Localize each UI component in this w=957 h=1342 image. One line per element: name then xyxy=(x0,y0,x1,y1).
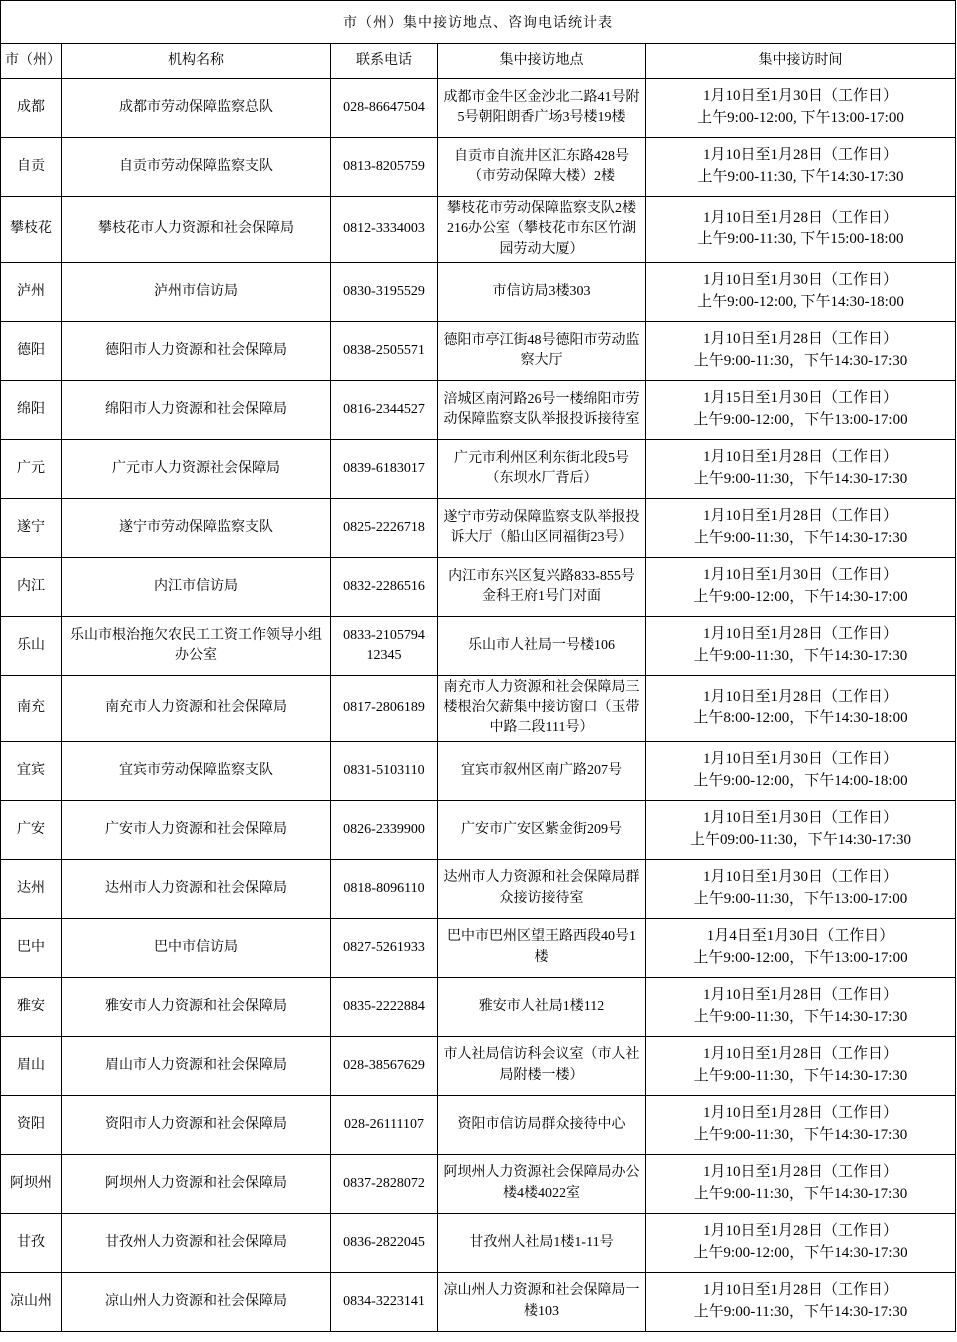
phone-cell: 0827-5261933 xyxy=(331,918,438,977)
time-cell xyxy=(646,439,956,498)
region-cell: 乐山 xyxy=(1,616,62,675)
time-date-line: 1月10日至1月30日（工作日） xyxy=(703,567,899,584)
region-cell: 眉山 xyxy=(1,1036,62,1095)
column-header-time: 集中接访时间 xyxy=(646,44,956,79)
time-hours-line: 上午9:00-12:00，下午14:30-17:30 xyxy=(693,1244,908,1261)
location-cell: 巴中市巴州区望王路西段40号1楼 xyxy=(438,918,646,977)
time-hours-line: 上午9:00-11:30，下午14:30-17:30 xyxy=(693,352,908,369)
table-row xyxy=(1,675,956,741)
time-hours-line: 上午9:00-11:30，下午14:30-17:30 xyxy=(693,470,908,487)
table-row xyxy=(1,1036,956,1095)
phone-cell: 0826-2339900 xyxy=(331,800,438,859)
time-cell xyxy=(646,557,956,616)
phone-cell: 028-38567629 xyxy=(331,1036,438,1095)
time-date-line: 1月10日至1月30日（工作日） xyxy=(703,88,899,105)
time-date-line: 1月10日至1月28日（工作日） xyxy=(703,1223,899,1240)
phone-cell: 0812-3334003 xyxy=(331,197,438,263)
time-cell xyxy=(646,138,956,197)
org-cell: 内江市信访局 xyxy=(62,557,331,616)
location-cell: 涪城区南河路26号一楼绵阳市劳动保障监察支队举报投诉接待室 xyxy=(438,380,646,439)
table-body xyxy=(1,79,956,1332)
org-cell: 凉山州人力资源和社会保障局 xyxy=(62,1272,331,1331)
phone-cell: 0837-2828072 xyxy=(331,1154,438,1213)
region-cell: 成都 xyxy=(1,79,62,138)
table-row xyxy=(1,79,956,138)
time-date-line: 1月10日至1月28日（工作日） xyxy=(703,508,899,525)
time-cell xyxy=(646,1095,956,1154)
region-cell: 凉山州 xyxy=(1,1272,62,1331)
location-cell: 乐山市人社局一号楼106 xyxy=(438,616,646,675)
table-row xyxy=(1,918,956,977)
time-cell xyxy=(646,498,956,557)
org-cell: 南充市人力资源和社会保障局 xyxy=(62,675,331,741)
table-head xyxy=(1,1,956,79)
time-date-line: 1月10日至1月30日（工作日） xyxy=(703,751,899,768)
phone-cell: 0818-8096110 xyxy=(331,859,438,918)
org-cell: 甘孜州人力资源和社会保障局 xyxy=(62,1213,331,1272)
org-cell: 绵阳市人力资源和社会保障局 xyxy=(62,380,331,439)
org-cell: 资阳市人力资源和社会保障局 xyxy=(62,1095,331,1154)
time-hours-line: 上午9:00-11:30, 下午15:00-18:00 xyxy=(697,231,904,248)
time-date-line: 1月10日至1月28日（工作日） xyxy=(703,449,899,466)
time-date-line: 1月10日至1月28日（工作日） xyxy=(703,1164,899,1181)
phone-cell: 0816-2344527 xyxy=(331,380,438,439)
location-cell: 成都市金牛区金沙北二路41号附5号朝阳朗香广场3号楼19楼 xyxy=(438,79,646,138)
location-cell: 广安市广安区紫金街209号 xyxy=(438,800,646,859)
time-cell xyxy=(646,1272,956,1331)
location-cell: 阿坝州人力资源社会保障局办公楼4楼4022室 xyxy=(438,1154,646,1213)
location-cell: 雅安市人社局1楼112 xyxy=(438,977,646,1036)
region-cell: 资阳 xyxy=(1,1095,62,1154)
location-cell: 资阳市信访局群众接待中心 xyxy=(438,1095,646,1154)
table-row xyxy=(1,262,956,321)
org-cell: 乐山市根治拖欠农民工工资工作领导小组办公室 xyxy=(62,616,331,675)
time-hours-line: 上午9:00-11:30，下午14:30-17:30 xyxy=(693,1126,908,1143)
org-cell: 达州市人力资源和社会保障局 xyxy=(62,859,331,918)
time-cell xyxy=(646,197,956,263)
table-row xyxy=(1,1213,956,1272)
table-row xyxy=(1,741,956,800)
location-cell: 市人社局信访科会议室（市人社局附楼一楼） xyxy=(438,1036,646,1095)
table-row xyxy=(1,1154,956,1213)
location-cell: 遂宁市劳动保障监察支队举报投诉大厅（船山区同福街23号） xyxy=(438,498,646,557)
table-row xyxy=(1,380,956,439)
table-row xyxy=(1,977,956,1036)
table-row xyxy=(1,138,956,197)
location-cell: 攀枝花市劳动保障监察支队2楼216办公室（攀枝花市东区竹湖园劳动大厦） xyxy=(438,197,646,263)
location-cell: 德阳市亭江街48号德阳市劳动监察大厅 xyxy=(438,321,646,380)
region-cell: 甘孜 xyxy=(1,1213,62,1272)
time-cell xyxy=(646,977,956,1036)
time-hours-line: 上午9:00-11:30，下午14:30-17:30 xyxy=(693,647,908,664)
location-cell: 达州市人力资源和社会保障局群众接访接待室 xyxy=(438,859,646,918)
phone-cell: 0833-2105794 12345 xyxy=(331,616,438,675)
region-cell: 绵阳 xyxy=(1,380,62,439)
page-title: 市（州）集中接访地点、咨询电话统计表 xyxy=(1,1,956,44)
region-cell: 攀枝花 xyxy=(1,197,62,263)
time-date-line: 1月10日至1月28日（工作日） xyxy=(703,626,899,643)
table-row xyxy=(1,557,956,616)
time-cell xyxy=(646,800,956,859)
time-cell xyxy=(646,79,956,138)
time-hours-line: 上午09:00-11:30，下午14:30-17:30 xyxy=(689,831,912,848)
org-cell: 攀枝花市人力资源和社会保障局 xyxy=(62,197,331,263)
location-cell: 广元市利州区利东街北段5号（东坝水厂背后） xyxy=(438,439,646,498)
org-cell: 宜宾市劳动保障监察支队 xyxy=(62,741,331,800)
time-hours-line: 上午9:00-11:30，下午14:30-17:30 xyxy=(693,1185,908,1202)
time-date-line: 1月10日至1月30日（工作日） xyxy=(703,810,899,827)
phone-cell: 0838-2505571 xyxy=(331,321,438,380)
table-row xyxy=(1,616,956,675)
table-row xyxy=(1,1095,956,1154)
phone-cell: 0830-3195529 xyxy=(331,262,438,321)
location-cell: 市信访局3楼303 xyxy=(438,262,646,321)
phone-cell: 028-86647504 xyxy=(331,79,438,138)
location-cell: 宜宾市叙州区南广路207号 xyxy=(438,741,646,800)
region-cell: 阿坝州 xyxy=(1,1154,62,1213)
time-cell xyxy=(646,616,956,675)
time-cell xyxy=(646,918,956,977)
region-cell: 巴中 xyxy=(1,918,62,977)
time-cell xyxy=(646,1213,956,1272)
time-date-line: 1月10日至1月30日（工作日） xyxy=(703,869,899,886)
time-hours-line: 上午9:00-12:00，下午14:00-18:00 xyxy=(693,772,908,789)
region-cell: 自贡 xyxy=(1,138,62,197)
table-row xyxy=(1,439,956,498)
time-date-line: 1月10日至1月28日（工作日） xyxy=(703,1046,899,1063)
phone-cell: 0817-2806189 xyxy=(331,675,438,741)
title-row xyxy=(1,1,956,44)
region-cell: 宜宾 xyxy=(1,741,62,800)
phone-cell: 0834-3223141 xyxy=(331,1272,438,1331)
column-header-phone: 联系电话 xyxy=(331,44,438,79)
org-cell: 泸州市信访局 xyxy=(62,262,331,321)
phone-cell: 0836-2822045 xyxy=(331,1213,438,1272)
org-cell: 眉山市人力资源和社会保障局 xyxy=(62,1036,331,1095)
org-cell: 广安市人力资源和社会保障局 xyxy=(62,800,331,859)
column-header-location: 集中接访地点 xyxy=(438,44,646,79)
phone-cell: 0831-5103110 xyxy=(331,741,438,800)
region-cell: 南充 xyxy=(1,675,62,741)
location-cell: 甘孜州人社局1楼1-11号 xyxy=(438,1213,646,1272)
time-cell xyxy=(646,1154,956,1213)
time-date-line: 1月10日至1月28日（工作日） xyxy=(703,987,899,1004)
time-hours-line: 上午8:00-12:00，下午14:30-18:00 xyxy=(693,710,908,727)
time-date-line: 1月10日至1月28日（工作日） xyxy=(703,1282,899,1299)
time-date-line: 1月15日至1月30日（工作日） xyxy=(703,390,899,407)
time-cell xyxy=(646,675,956,741)
time-date-line: 1月10日至1月28日（工作日） xyxy=(703,688,899,705)
phone-cell: 0825-2226718 xyxy=(331,498,438,557)
location-cell: 南充市人力资源和社会保障局三楼根治欠薪集中接访窗口（玉带中路二段111号） xyxy=(438,675,646,741)
time-date-line: 1月10日至1月30日（工作日） xyxy=(703,272,899,289)
org-cell: 阿坝州人力资源和社会保障局 xyxy=(62,1154,331,1213)
table-row xyxy=(1,321,956,380)
time-hours-line: 上午9:00-12:00，下午13:00-17:00 xyxy=(693,949,908,966)
time-cell xyxy=(646,1036,956,1095)
location-cell: 内江市东兴区复兴路833-855号金科王府1号门对面 xyxy=(438,557,646,616)
phone-cell: 0832-2286516 xyxy=(331,557,438,616)
time-date-line: 1月10日至1月28日（工作日） xyxy=(703,331,899,348)
time-date-line: 1月4日至1月30日（工作日） xyxy=(706,928,895,945)
time-cell xyxy=(646,380,956,439)
time-hours-line: 上午9:00-12:00，下午14:30-17:00 xyxy=(693,588,908,605)
time-cell xyxy=(646,741,956,800)
time-cell xyxy=(646,262,956,321)
column-header-region: 市（州） xyxy=(1,44,62,79)
region-cell: 广安 xyxy=(1,800,62,859)
location-cell: 自贡市自流井区汇东路428号（市劳动保障大楼）2楼 xyxy=(438,138,646,197)
org-cell: 雅安市人力资源和社会保障局 xyxy=(62,977,331,1036)
time-hours-line: 上午9:00-12:00, 下午14:30-18:00 xyxy=(697,293,904,310)
phone-cell: 0813-8205759 xyxy=(331,138,438,197)
org-cell: 成都市劳动保障监察总队 xyxy=(62,79,331,138)
org-cell: 广元市人力资源社会保障局 xyxy=(62,439,331,498)
region-cell: 泸州 xyxy=(1,262,62,321)
table-row xyxy=(1,859,956,918)
time-hours-line: 上午9:00-11:30，下午14:30-17:30 xyxy=(693,1303,908,1320)
phone-cell: 0839-6183017 xyxy=(331,439,438,498)
time-cell xyxy=(646,321,956,380)
org-cell: 自贡市劳动保障监察支队 xyxy=(62,138,331,197)
table-row xyxy=(1,800,956,859)
time-hours-line: 上午9:00-12:00, 下午13:00-17:00 xyxy=(697,110,904,126)
time-hours-line: 上午9:00-11:30，下午14:30-17:30 xyxy=(693,1067,908,1084)
org-cell: 德阳市人力资源和社会保障局 xyxy=(62,321,331,380)
time-hours-line: 上午9:00-11:30，下午13:00-17:00 xyxy=(693,890,908,907)
column-header-org: 机构名称 xyxy=(62,44,331,79)
time-hours-line: 上午9:00-11:30，下午14:30-17:30 xyxy=(693,1008,908,1025)
org-cell: 巴中市信访局 xyxy=(62,918,331,977)
time-hours-line: 上午9:00-11:30, 下午14:30-17:30 xyxy=(697,169,904,185)
time-hours-line: 上午9:00-11:30，下午14:30-17:30 xyxy=(693,529,908,546)
column-header-row xyxy=(1,44,956,79)
region-cell: 德阳 xyxy=(1,321,62,380)
region-cell: 遂宁 xyxy=(1,498,62,557)
table-row xyxy=(1,1272,956,1331)
time-date-line: 1月10日至1月28日（工作日） xyxy=(703,147,899,164)
org-cell: 遂宁市劳动保障监察支队 xyxy=(62,498,331,557)
region-cell: 内江 xyxy=(1,557,62,616)
phone-cell: 0835-2222884 xyxy=(331,977,438,1036)
location-cell: 凉山州人力资源和社会保障局一楼103 xyxy=(438,1272,646,1331)
table-row xyxy=(1,498,956,557)
time-date-line: 1月10日至1月28日（工作日） xyxy=(703,1105,899,1122)
phone-cell: 028-26111107 xyxy=(331,1095,438,1154)
region-cell: 达州 xyxy=(1,859,62,918)
region-cell: 雅安 xyxy=(1,977,62,1036)
time-date-line: 1月10日至1月28日（工作日） xyxy=(703,209,899,226)
time-hours-line: 上午9:00-12:00，下午13:00-17:00 xyxy=(693,411,908,428)
time-cell xyxy=(646,859,956,918)
region-cell: 广元 xyxy=(1,439,62,498)
table-row xyxy=(1,197,956,263)
